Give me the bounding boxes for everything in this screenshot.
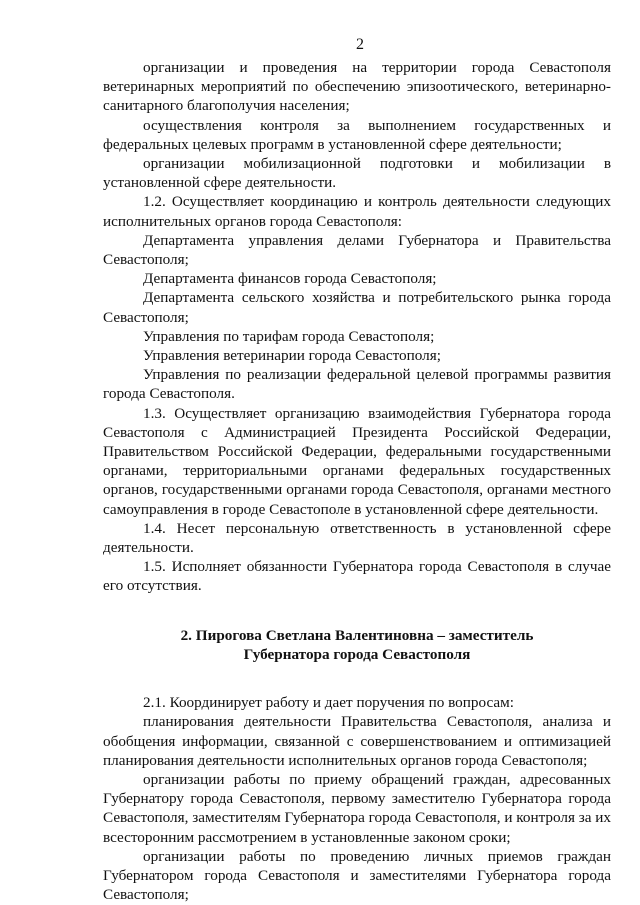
paragraph: Департамента управления делами Губернатора и Правительства Севастополя; [103, 231, 611, 269]
paragraph: Департамента финансов города Севастополя; [143, 270, 437, 288]
paragraph: Департамента сельского хозяйства и потребительского рынка города Севастополя; [103, 289, 611, 326]
paragraph: планирования деятельности Правительства Севастополя, анализа и обобщения информации, связанной с совершенствованием и оптимизацией планирования деятельности исполнительных органов города Севастополя; [103, 713, 611, 769]
section-heading-line: 2. Пирогова Светлана Валентиновна – заместитель [180, 626, 534, 644]
paragraph: организации мобилизационной подготовки и мобилизации в установленной сфере деятельности. [103, 155, 611, 192]
document-body [103, 58, 611, 904]
paragraph: 1.2. Осуществляет координацию и контроль деятельности следующих исполнительных органов города Севастополя: [103, 193, 611, 230]
paragraph: Управления ветеринарии города Севастополя; [143, 347, 441, 365]
section-heading-line: Губернатора города Севастополя [243, 645, 471, 663]
paragraph: 2.1. Координирует работу и дает поручения по вопросам: [143, 694, 514, 712]
paragraph: Управления по тарифам города Севастополя; [143, 327, 435, 345]
section-2-heading [103, 626, 611, 664]
page-number: 2 [356, 36, 364, 53]
paragraph: 1.4. Несет персональную ответственность в установленной сфере деятельности. [103, 519, 611, 557]
paragraph: 1.5. Исполняет обязанности Губернатора города Севастополя в случае его отсутствия. [103, 558, 611, 595]
paragraph: осуществления контроля за выполнением государственных и федеральных целевых программ в установленной сфере деятельности; [103, 116, 611, 153]
paragraph: 1.3. Осуществляет организацию взаимодействия Губернатора города Севастополя с Администрацией Президента Российской Федерации, Правительством Российской Федерации, федеральными государственными органами, территориальными органами федеральных государственных органов, государственными органами города Севастополя, органами местного самоуправления в городе Севастополе в установленной сфере деятельности. [103, 404, 611, 518]
paragraph: организации и проведения на территории города Севастополя ветеринарных мероприятий по обеспечению эпизоотического, ветеринарно-санитарного благополучия населения; [103, 59, 611, 115]
paragraph: Управления по реализации федеральной целевой программы развития города Севастополя. [103, 366, 611, 403]
section-1 [103, 58, 611, 596]
section-2 [103, 693, 611, 904]
paragraph: организации работы по проведению личных приемов граждан Губернатором города Севастополя и заместителями Губернатора города Севастополя; [103, 847, 611, 904]
paragraph: организации работы по приему обращений граждан, адресованных Губернатору города Севастополя, первому заместителю Губернатора города Севастополя, заместителям Губернатора города Севастополя, и контроля за их всесторонним рассмотрением в установленные законом сроки; [103, 770, 611, 846]
